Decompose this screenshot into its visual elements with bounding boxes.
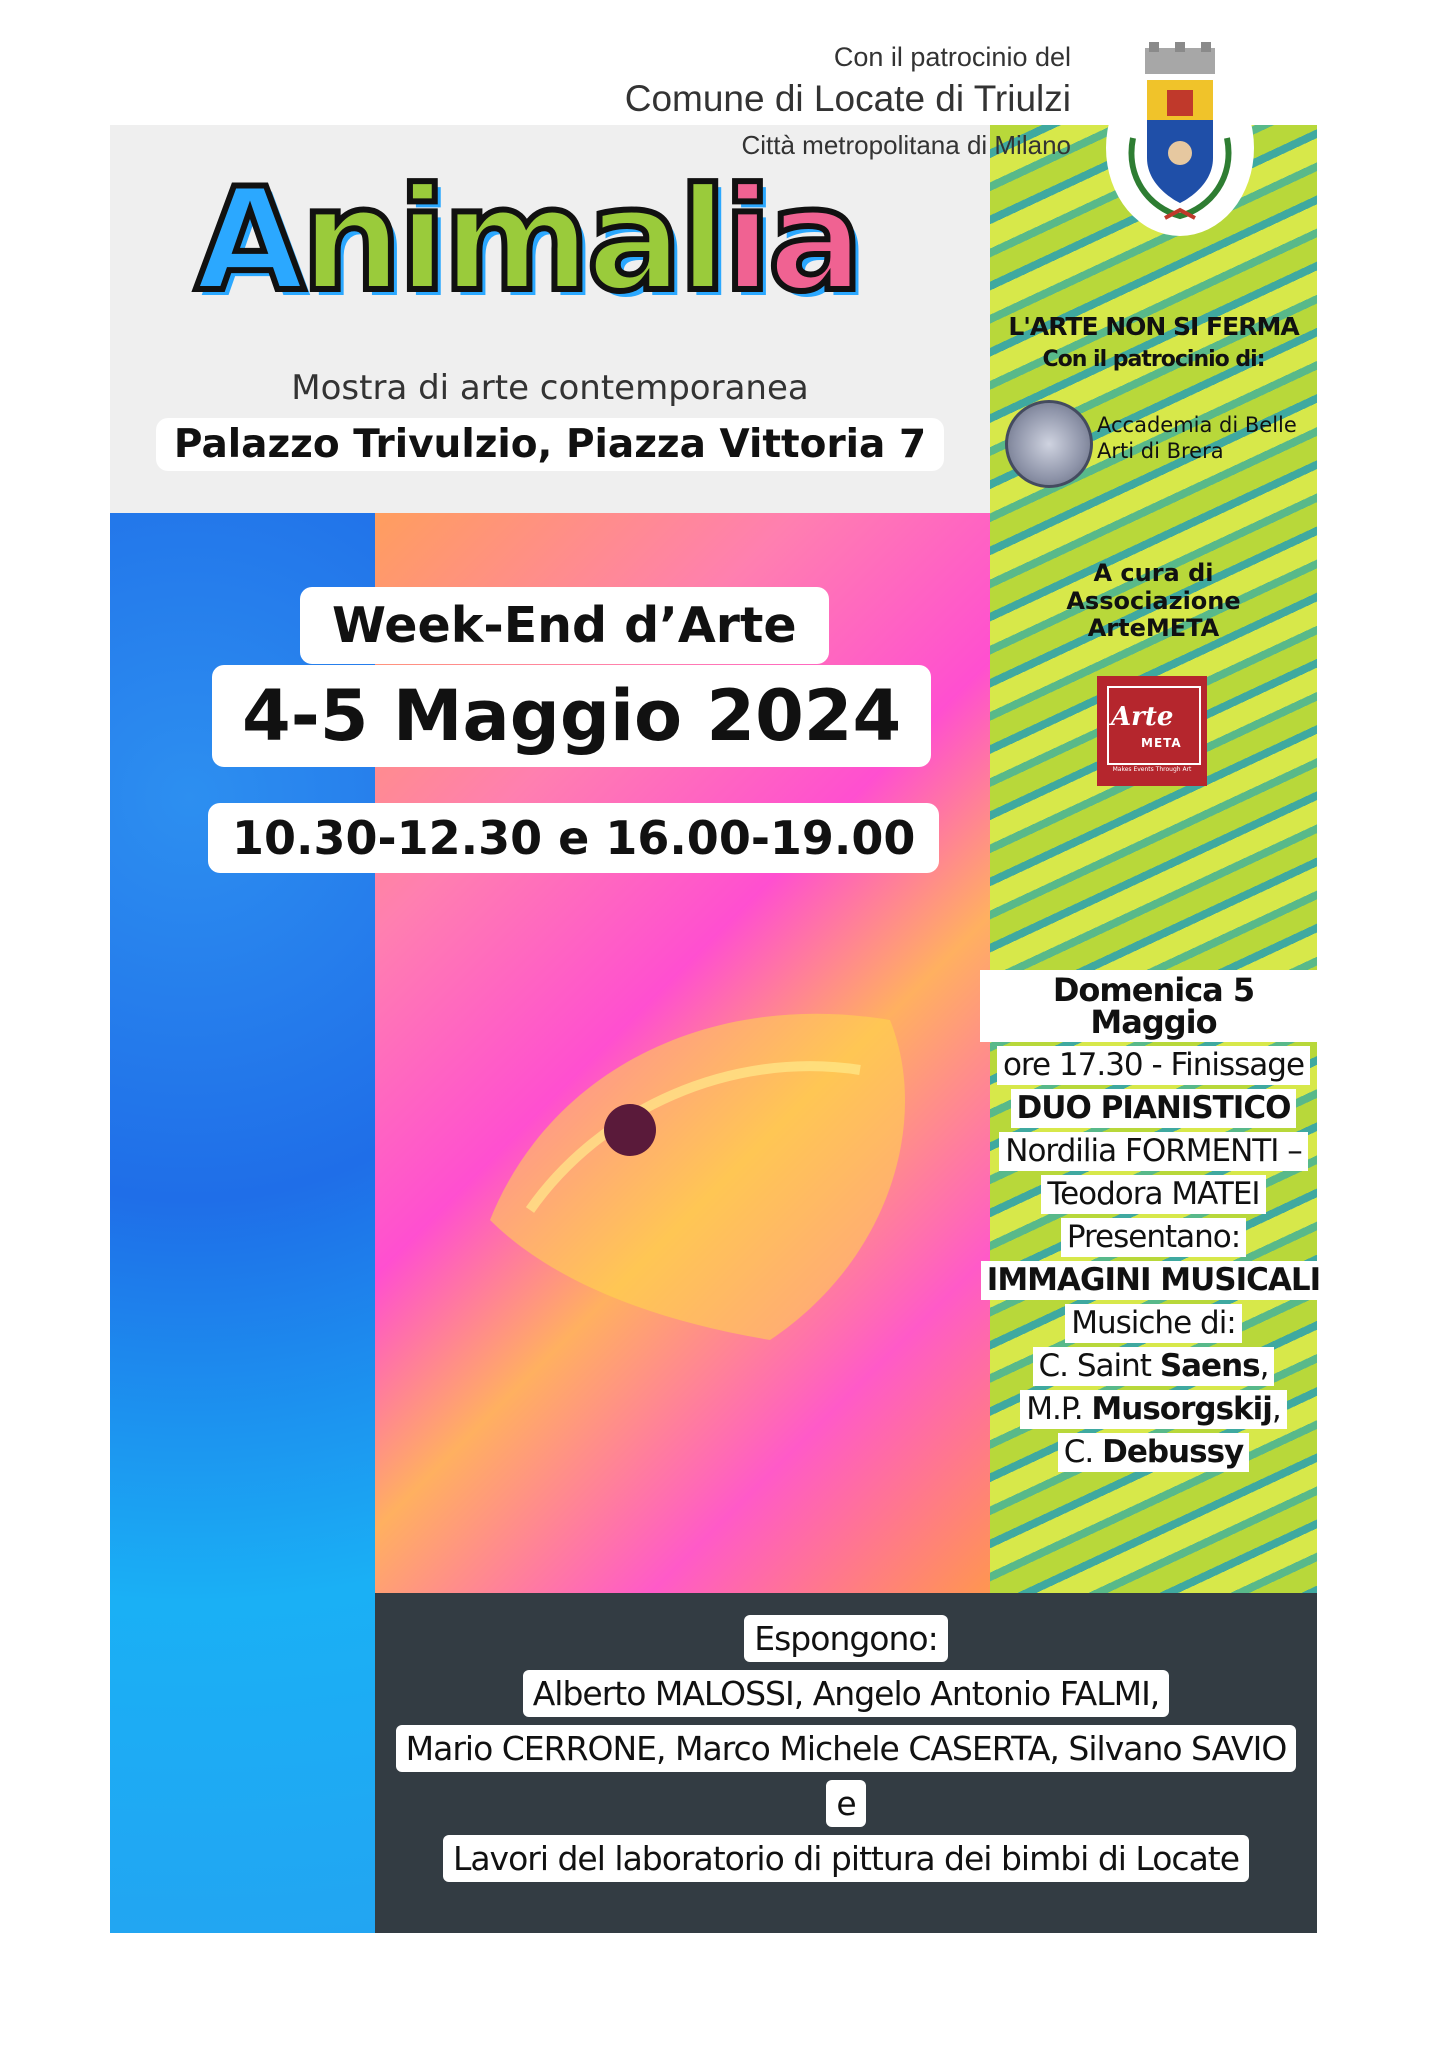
date-card: [212, 665, 931, 767]
logo-meta: META: [1141, 736, 1182, 750]
concert-info: [980, 970, 1327, 1476]
exhibition-subtitle: Mostra di arte contemporanea: [291, 368, 809, 408]
concert-time: ore 17.30 - Finissage: [997, 1046, 1310, 1085]
logo-tagline: Makes Events Through Art: [1112, 766, 1192, 773]
composer-1-name: Saens: [1159, 1348, 1260, 1384]
exhibition-title: [195, 158, 860, 323]
exhibitors-line2: Mario CERRONE, Marco Michele CASERTA, Silvano SAVIO: [396, 1725, 1297, 1772]
program-title: IMMAGINI MUSICALI: [981, 1261, 1326, 1300]
patronage-line: Con il patrocinio del: [833, 42, 1071, 72]
coat-of-arms-icon: [1105, 38, 1255, 238]
composer-2-post: ,: [1271, 1391, 1281, 1427]
composer-1-post: ,: [1259, 1348, 1269, 1384]
kids-workshop: Lavori del laboratorio di pittura dei bimbi di Locate: [443, 1835, 1249, 1882]
venue-address: Palazzo Trivulzio, Piazza Vittoria 7: [156, 418, 944, 471]
music-by-label: Musiche di:: [1065, 1304, 1242, 1343]
cura-line3: ArteMETA: [1087, 614, 1220, 643]
accademia-name: [1097, 412, 1297, 465]
performer-2: Teodora MATEI: [1041, 1175, 1265, 1214]
exhibitors-conjunction: e: [826, 1780, 865, 1827]
accademia-medal-icon: [1005, 400, 1093, 488]
cura-line2: Associazione: [1066, 586, 1241, 615]
cura-line1: A cura di: [1093, 559, 1214, 587]
fish-painting-icon: [470, 960, 990, 1360]
municipality-name: Comune di Locate di Triulzi: [624, 78, 1071, 119]
hours-card: [208, 803, 939, 873]
composer-2-pre: M.P.: [1026, 1391, 1092, 1427]
weekend-card: [300, 587, 829, 664]
title-part-ia: ia: [723, 158, 860, 323]
title-part-a: A: [195, 158, 301, 323]
weekend-label: Week-End d’Arte: [300, 587, 829, 664]
composer-2: [1020, 1390, 1287, 1429]
accademia-line1: Accademia di Belle: [1097, 413, 1297, 437]
concert-group: DUO PIANISTICO: [1011, 1089, 1297, 1128]
concert-day: Domenica 5 Maggio: [980, 970, 1327, 1042]
metro-city-name: Città metropolitana di Milano: [741, 130, 1071, 160]
logo-word: Arte: [1111, 702, 1174, 732]
arte-patronage-label: Con il patrocinio di:: [1042, 347, 1265, 372]
composer-1-pre: C. Saint: [1038, 1348, 1160, 1384]
performer-1: Nordilia FORMENTI –: [999, 1132, 1307, 1171]
composer-3-name: Debussy: [1102, 1434, 1244, 1470]
present-label: Presentano:: [1061, 1218, 1246, 1257]
exhibitors-block: [375, 1615, 1317, 1890]
curator-block: [990, 560, 1317, 643]
event-date: 4-5 Maggio 2024: [212, 665, 931, 767]
venue-wrap: [110, 418, 990, 471]
composer-3-pre: C.: [1063, 1434, 1103, 1470]
title-part-nimal: nimal: [300, 158, 724, 323]
composer-1: [1033, 1347, 1275, 1386]
exhibitors-heading: Espongono:: [744, 1615, 947, 1662]
composer-3: [1058, 1433, 1250, 1472]
arte-non-si-ferma-heading: L'ARTE NON SI FERMA: [1008, 312, 1299, 341]
opening-hours: 10.30-12.30 e 16.00-19.00: [208, 803, 939, 873]
composer-2-name: Musorgskij: [1091, 1391, 1272, 1427]
exhibitors-line1: Alberto MALOSSI, Angelo Antonio FALMI,: [523, 1670, 1170, 1717]
artemeta-logo: [1097, 676, 1207, 786]
accademia-line2: Arti di Brera: [1097, 439, 1224, 464]
